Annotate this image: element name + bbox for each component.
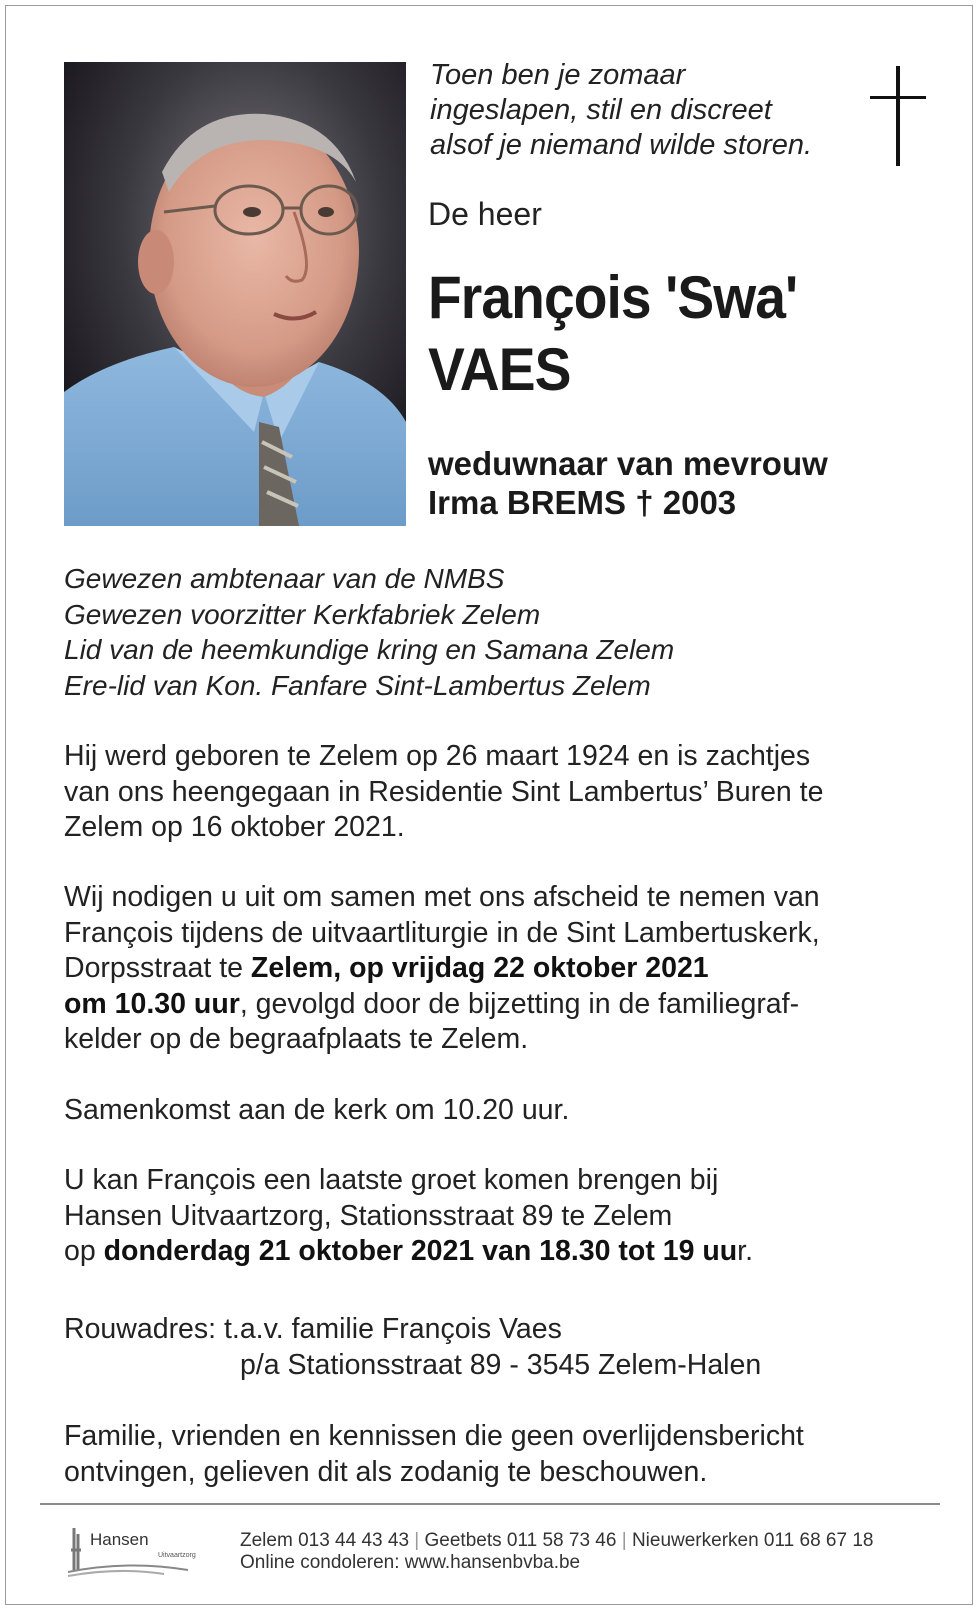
visit-date: donderdag 21 oktober 2021 van 18.30 tot 19 uu	[103, 1235, 738, 1267]
role-item: Ere-lid van Kon. Fanfare Sint-Lambertus Zelem	[64, 669, 651, 701]
funeral-paragraph	[64, 880, 924, 1058]
text-line	[64, 951, 924, 987]
address-paragraph	[64, 1312, 924, 1383]
text-span: r.	[737, 1235, 754, 1267]
contact-line	[240, 1530, 873, 1552]
footer-contacts	[240, 1530, 873, 1574]
portrait-illustration	[64, 62, 406, 526]
role-item: Lid van de heemkundige kring en Samana Zelem	[64, 634, 675, 665]
text-span: op	[64, 1235, 104, 1267]
name-line: VAES	[428, 336, 571, 403]
cross-icon	[868, 66, 928, 166]
spouse-info	[428, 444, 828, 522]
text-line: kelder op de begraafplaats te Zelem.	[64, 1023, 529, 1055]
separator: |	[621, 1530, 627, 1551]
text-line: Zelem op 16 oktober 2021.	[64, 811, 405, 843]
text-line	[64, 987, 924, 1023]
text-line: Familie, vrienden en kennissen die geen overlijdensbericht	[64, 1420, 804, 1452]
portrait-photo	[64, 62, 406, 526]
obituary-card	[5, 5, 973, 1605]
funeral-home-logo	[68, 1520, 208, 1580]
name-line: François 'Swa'	[428, 264, 798, 331]
contact-phone: Geetbets 011 58 73 46	[424, 1530, 617, 1551]
text-span: , gevolgd door de bijzetting in de familiegraf-	[239, 987, 800, 1020]
online-condolence: Online condoleren: www.hansenbvba.be	[240, 1552, 581, 1573]
text-span: p/a Stationsstraat 89 - 3545 Zelem-Halen	[240, 1348, 762, 1381]
text-line: van ons heengegaan in Residentie Sint Lambertus’ Buren te	[64, 775, 824, 808]
role-item: Gewezen ambtenaar van de NMBS	[64, 563, 505, 594]
divider	[40, 1503, 940, 1505]
logo-mark-icon	[68, 1520, 208, 1580]
spouse-line: weduwnaar van mevrouw	[428, 445, 828, 482]
text-line	[64, 1234, 924, 1270]
honorific: De heer	[428, 196, 542, 232]
text-line: Wij nodigen u uit om samen met ons afscheid te nemen van	[64, 881, 820, 913]
birth-paragraph	[64, 739, 924, 846]
text-span: Dorpsstraat te	[64, 952, 251, 984]
poem	[430, 58, 812, 163]
text-line: Hij werd geboren te Zelem op 26 maart 1924 en is zachtjes	[64, 740, 811, 772]
poem-line: alsof je niemand wilde storen.	[430, 129, 813, 161]
funeral-time: om 10.30 uur	[64, 987, 240, 1020]
funeral-date: Zelem, op vrijdag 22 oktober 2021	[250, 952, 709, 984]
contact-phone: Nieuwerkerken 011 68 67 18	[631, 1530, 874, 1551]
logo-name: Hansen	[90, 1530, 149, 1549]
poem-line: ingeslapen, stil en discreet	[430, 94, 772, 126]
text-line	[64, 1348, 924, 1384]
text-line: François tijdens de uitvaartliturgie in de Sint Lambertuskerk,	[64, 916, 820, 949]
visit-paragraph	[64, 1163, 924, 1270]
role-item: Gewezen voorzitter Kerkfabriek Zelem	[64, 598, 541, 630]
roles-list	[64, 561, 674, 703]
logo-subtitle: Uitvaartzorg	[158, 1552, 196, 1559]
separator: |	[414, 1530, 420, 1551]
gathering-paragraph: Samenkomst aan de kerk om 10.20 uur.	[64, 1094, 570, 1126]
text-line: U kan François een laatste groet komen brengen bij	[64, 1164, 719, 1196]
deceased-name	[428, 262, 797, 406]
text-line: ontvingen, gelieven dit als zodanig te beschouwen.	[64, 1455, 708, 1488]
spouse-line: Irma BREMS † 2003	[428, 484, 737, 521]
closing-paragraph	[64, 1419, 924, 1490]
contact-phone: Zelem 013 44 43 43	[240, 1530, 410, 1551]
text-line: Rouwadres: t.a.v. familie François Vaes	[64, 1313, 562, 1345]
text-line: Hansen Uitvaartzorg, Stationsstraat 89 te Zelem	[64, 1199, 673, 1232]
poem-line: Toen ben je zomaar	[430, 59, 686, 91]
